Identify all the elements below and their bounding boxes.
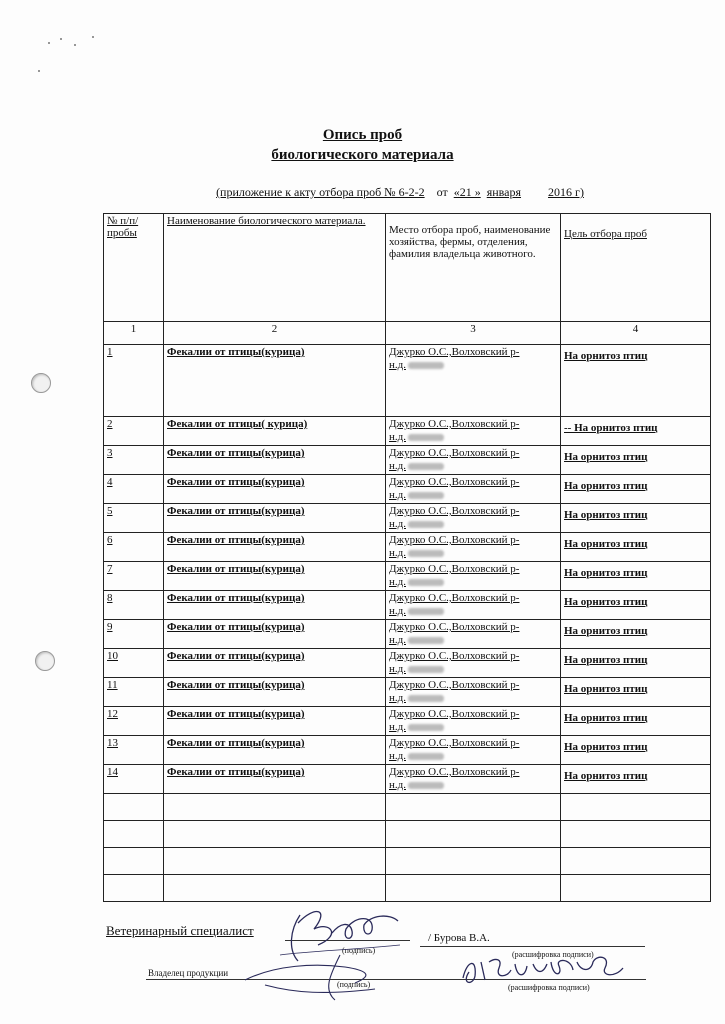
column-number: 2 xyxy=(164,322,386,345)
place-cell xyxy=(386,417,561,446)
vet-decode-caption: (расшифровка подписи) xyxy=(512,950,594,959)
punch-hole xyxy=(35,651,55,671)
sample-number: 13 xyxy=(104,736,164,765)
empty-row xyxy=(104,794,711,821)
act-day: «21 » xyxy=(453,185,481,199)
vet-decode-line xyxy=(420,946,645,947)
table-body xyxy=(104,345,711,794)
place-cell xyxy=(386,446,561,475)
table-row xyxy=(104,475,711,504)
sample-number: 6 xyxy=(104,533,164,562)
material-cell: Фекалии от птицы(курица) xyxy=(164,678,386,707)
column-header: Наименование биологического материала. xyxy=(164,214,386,322)
table-row xyxy=(104,345,711,417)
owner-signature-caption: (подпись) xyxy=(337,980,371,989)
place-line: Джурко О.С.,Волховский р- xyxy=(389,447,520,459)
column-header: Место отбора проб, наименование хозяйства, фермы, отделения, фамилия владельца животного. xyxy=(386,214,561,322)
act-month: января xyxy=(486,185,522,199)
table-row xyxy=(104,533,711,562)
sample-number: 9 xyxy=(104,620,164,649)
sample-number: 7 xyxy=(104,562,164,591)
place-cell xyxy=(386,504,561,533)
redaction-mark xyxy=(408,608,444,615)
table-row xyxy=(104,707,711,736)
place-line: н.д. xyxy=(389,663,557,676)
samples-table xyxy=(103,213,711,902)
purpose-cell: На орнитоз птиц xyxy=(561,345,711,417)
table-row xyxy=(104,504,711,533)
place-line: Джурко О.С.,Волховский р- xyxy=(389,737,520,749)
place-line: Джурко О.С.,Волховский р- xyxy=(389,346,520,358)
place-cell xyxy=(386,345,561,417)
sample-number: 10 xyxy=(104,649,164,678)
redaction-mark xyxy=(408,550,444,557)
redaction-mark xyxy=(408,463,444,470)
place-cell xyxy=(386,736,561,765)
purpose-cell: На орнитоз птиц xyxy=(561,736,711,765)
sample-number: 11 xyxy=(104,678,164,707)
table-row xyxy=(104,765,711,794)
redaction-mark xyxy=(408,724,444,731)
material-cell: Фекалии от птицы(курица) xyxy=(164,562,386,591)
owner-label: Владелец продукции xyxy=(148,968,229,978)
place-line: н.д. xyxy=(389,692,557,705)
place-cell xyxy=(386,475,561,504)
material-cell: Фекалии от птицы(курица) xyxy=(164,533,386,562)
redaction-mark xyxy=(408,492,444,499)
purpose-cell: На орнитоз птиц xyxy=(561,446,711,475)
act-from: от xyxy=(436,185,448,199)
table-row xyxy=(104,649,711,678)
material-cell: Фекалии от птицы(курица) xyxy=(164,765,386,794)
vet-name: / Бурова В.А. xyxy=(428,932,490,944)
place-line: н.д. xyxy=(389,576,557,589)
sample-number: 5 xyxy=(104,504,164,533)
owner-decode-caption: (расшифровка подписи) xyxy=(508,983,590,992)
material-cell: Фекалии от птицы( курица) xyxy=(164,417,386,446)
redaction-mark xyxy=(408,362,444,369)
document-title: Опись проб xyxy=(322,127,403,143)
scan-speck xyxy=(38,70,40,72)
table-row xyxy=(104,417,711,446)
purpose-cell: -- На орнитоз птиц xyxy=(561,417,711,446)
place-line: н.д. xyxy=(389,605,557,618)
redaction-mark xyxy=(408,434,444,441)
sample-number: 3 xyxy=(104,446,164,475)
act-year: 2016 г) xyxy=(548,185,584,199)
column-number: 3 xyxy=(386,322,561,345)
purpose-cell: На орнитоз птиц xyxy=(561,591,711,620)
place-cell xyxy=(386,678,561,707)
empty-row xyxy=(104,821,711,848)
place-line: Джурко О.С.,Волховский р- xyxy=(389,708,520,720)
place-line: н.д. xyxy=(389,634,557,647)
place-line: н.д. xyxy=(389,359,557,372)
place-line: Джурко О.С.,Волховский р- xyxy=(389,766,520,778)
purpose-cell: На орнитоз птиц xyxy=(561,475,711,504)
column-number: 4 xyxy=(561,322,711,345)
place-cell xyxy=(386,765,561,794)
material-cell: Фекалии от птицы(курица) xyxy=(164,345,386,417)
table-row xyxy=(104,446,711,475)
place-cell xyxy=(386,562,561,591)
material-cell: Фекалии от птицы(курица) xyxy=(164,736,386,765)
sample-number: 4 xyxy=(104,475,164,504)
table-header-row xyxy=(104,214,711,322)
empty-row xyxy=(104,848,711,875)
place-cell xyxy=(386,591,561,620)
material-cell: Фекалии от птицы(курица) xyxy=(164,620,386,649)
place-line: Джурко О.С.,Волховский р- xyxy=(389,563,520,575)
act-number: (приложение к акту отбора проб № 6-2-2 xyxy=(216,185,425,199)
place-cell xyxy=(386,707,561,736)
sample-number: 12 xyxy=(104,707,164,736)
table-row xyxy=(104,620,711,649)
redaction-mark xyxy=(408,695,444,702)
punch-hole xyxy=(31,373,51,393)
purpose-cell: На орнитоз птиц xyxy=(561,504,711,533)
place-line: Джурко О.С.,Волховский р- xyxy=(389,592,520,604)
place-line: н.д. xyxy=(389,547,557,560)
place-line: н.д. xyxy=(389,750,557,763)
redaction-mark xyxy=(408,753,444,760)
place-cell xyxy=(386,533,561,562)
place-line: Джурко О.С.,Волховский р- xyxy=(389,418,520,430)
place-line: н.д. xyxy=(389,460,557,473)
place-cell xyxy=(386,649,561,678)
redaction-mark xyxy=(408,521,444,528)
purpose-cell: На орнитоз птиц xyxy=(561,620,711,649)
redaction-mark xyxy=(408,579,444,586)
table-row xyxy=(104,678,711,707)
material-cell: Фекалии от птицы(курица) xyxy=(164,475,386,504)
material-cell: Фекалии от птицы(курица) xyxy=(164,591,386,620)
scan-speck xyxy=(60,38,62,40)
column-number: 1 xyxy=(104,322,164,345)
vet-signature-caption: (подпись) xyxy=(342,946,376,955)
place-line: Джурко О.С.,Волховский р- xyxy=(389,650,520,662)
redaction-mark xyxy=(408,666,444,673)
table-row xyxy=(104,591,711,620)
owner-signature xyxy=(225,945,405,1005)
sample-number: 8 xyxy=(104,591,164,620)
place-line: Джурко О.С.,Волховский р- xyxy=(389,534,520,546)
material-cell: Фекалии от птицы(курица) xyxy=(164,707,386,736)
place-line: н.д. xyxy=(389,518,557,531)
document-subtitle: биологического материала xyxy=(271,147,454,163)
vet-specialist-label: Ветеринарный специалист xyxy=(106,923,254,938)
place-line: Джурко О.С.,Волховский р- xyxy=(389,621,520,633)
scan-speck xyxy=(74,44,76,46)
purpose-cell: На орнитоз птиц xyxy=(561,533,711,562)
place-line: Джурко О.С.,Волховский р- xyxy=(389,476,520,488)
place-line: Джурко О.С.,Волховский р- xyxy=(389,679,520,691)
material-cell: Фекалии от птицы(курица) xyxy=(164,446,386,475)
purpose-cell: На орнитоз птиц xyxy=(561,562,711,591)
owner-name-handwritten xyxy=(455,948,630,993)
table-row xyxy=(104,562,711,591)
sample-number: 2 xyxy=(104,417,164,446)
scan-speck xyxy=(48,42,50,44)
redaction-mark xyxy=(408,637,444,644)
purpose-cell: На орнитоз птиц xyxy=(561,765,711,794)
place-line: н.д. xyxy=(389,489,557,502)
column-number-row xyxy=(104,322,711,345)
place-line: Джурко О.С.,Волховский р- xyxy=(389,505,520,517)
scan-speck xyxy=(92,36,94,38)
table-row xyxy=(104,736,711,765)
redaction-mark xyxy=(408,782,444,789)
purpose-cell: На орнитоз птиц xyxy=(561,707,711,736)
act-reference xyxy=(180,185,620,200)
material-cell: Фекалии от птицы(курица) xyxy=(164,504,386,533)
column-header: Цель отбора проб xyxy=(561,214,711,322)
purpose-cell: На орнитоз птиц xyxy=(561,678,711,707)
place-line: н.д. xyxy=(389,431,557,444)
column-header: № п/п/ пробы xyxy=(104,214,164,322)
purpose-cell: На орнитоз птиц xyxy=(561,649,711,678)
sample-number: 1 xyxy=(104,345,164,417)
place-line: н.д. xyxy=(389,721,557,734)
material-cell: Фекалии от птицы(курица) xyxy=(164,649,386,678)
place-cell xyxy=(386,620,561,649)
sample-number: 14 xyxy=(104,765,164,794)
place-line: н.д. xyxy=(389,779,557,792)
